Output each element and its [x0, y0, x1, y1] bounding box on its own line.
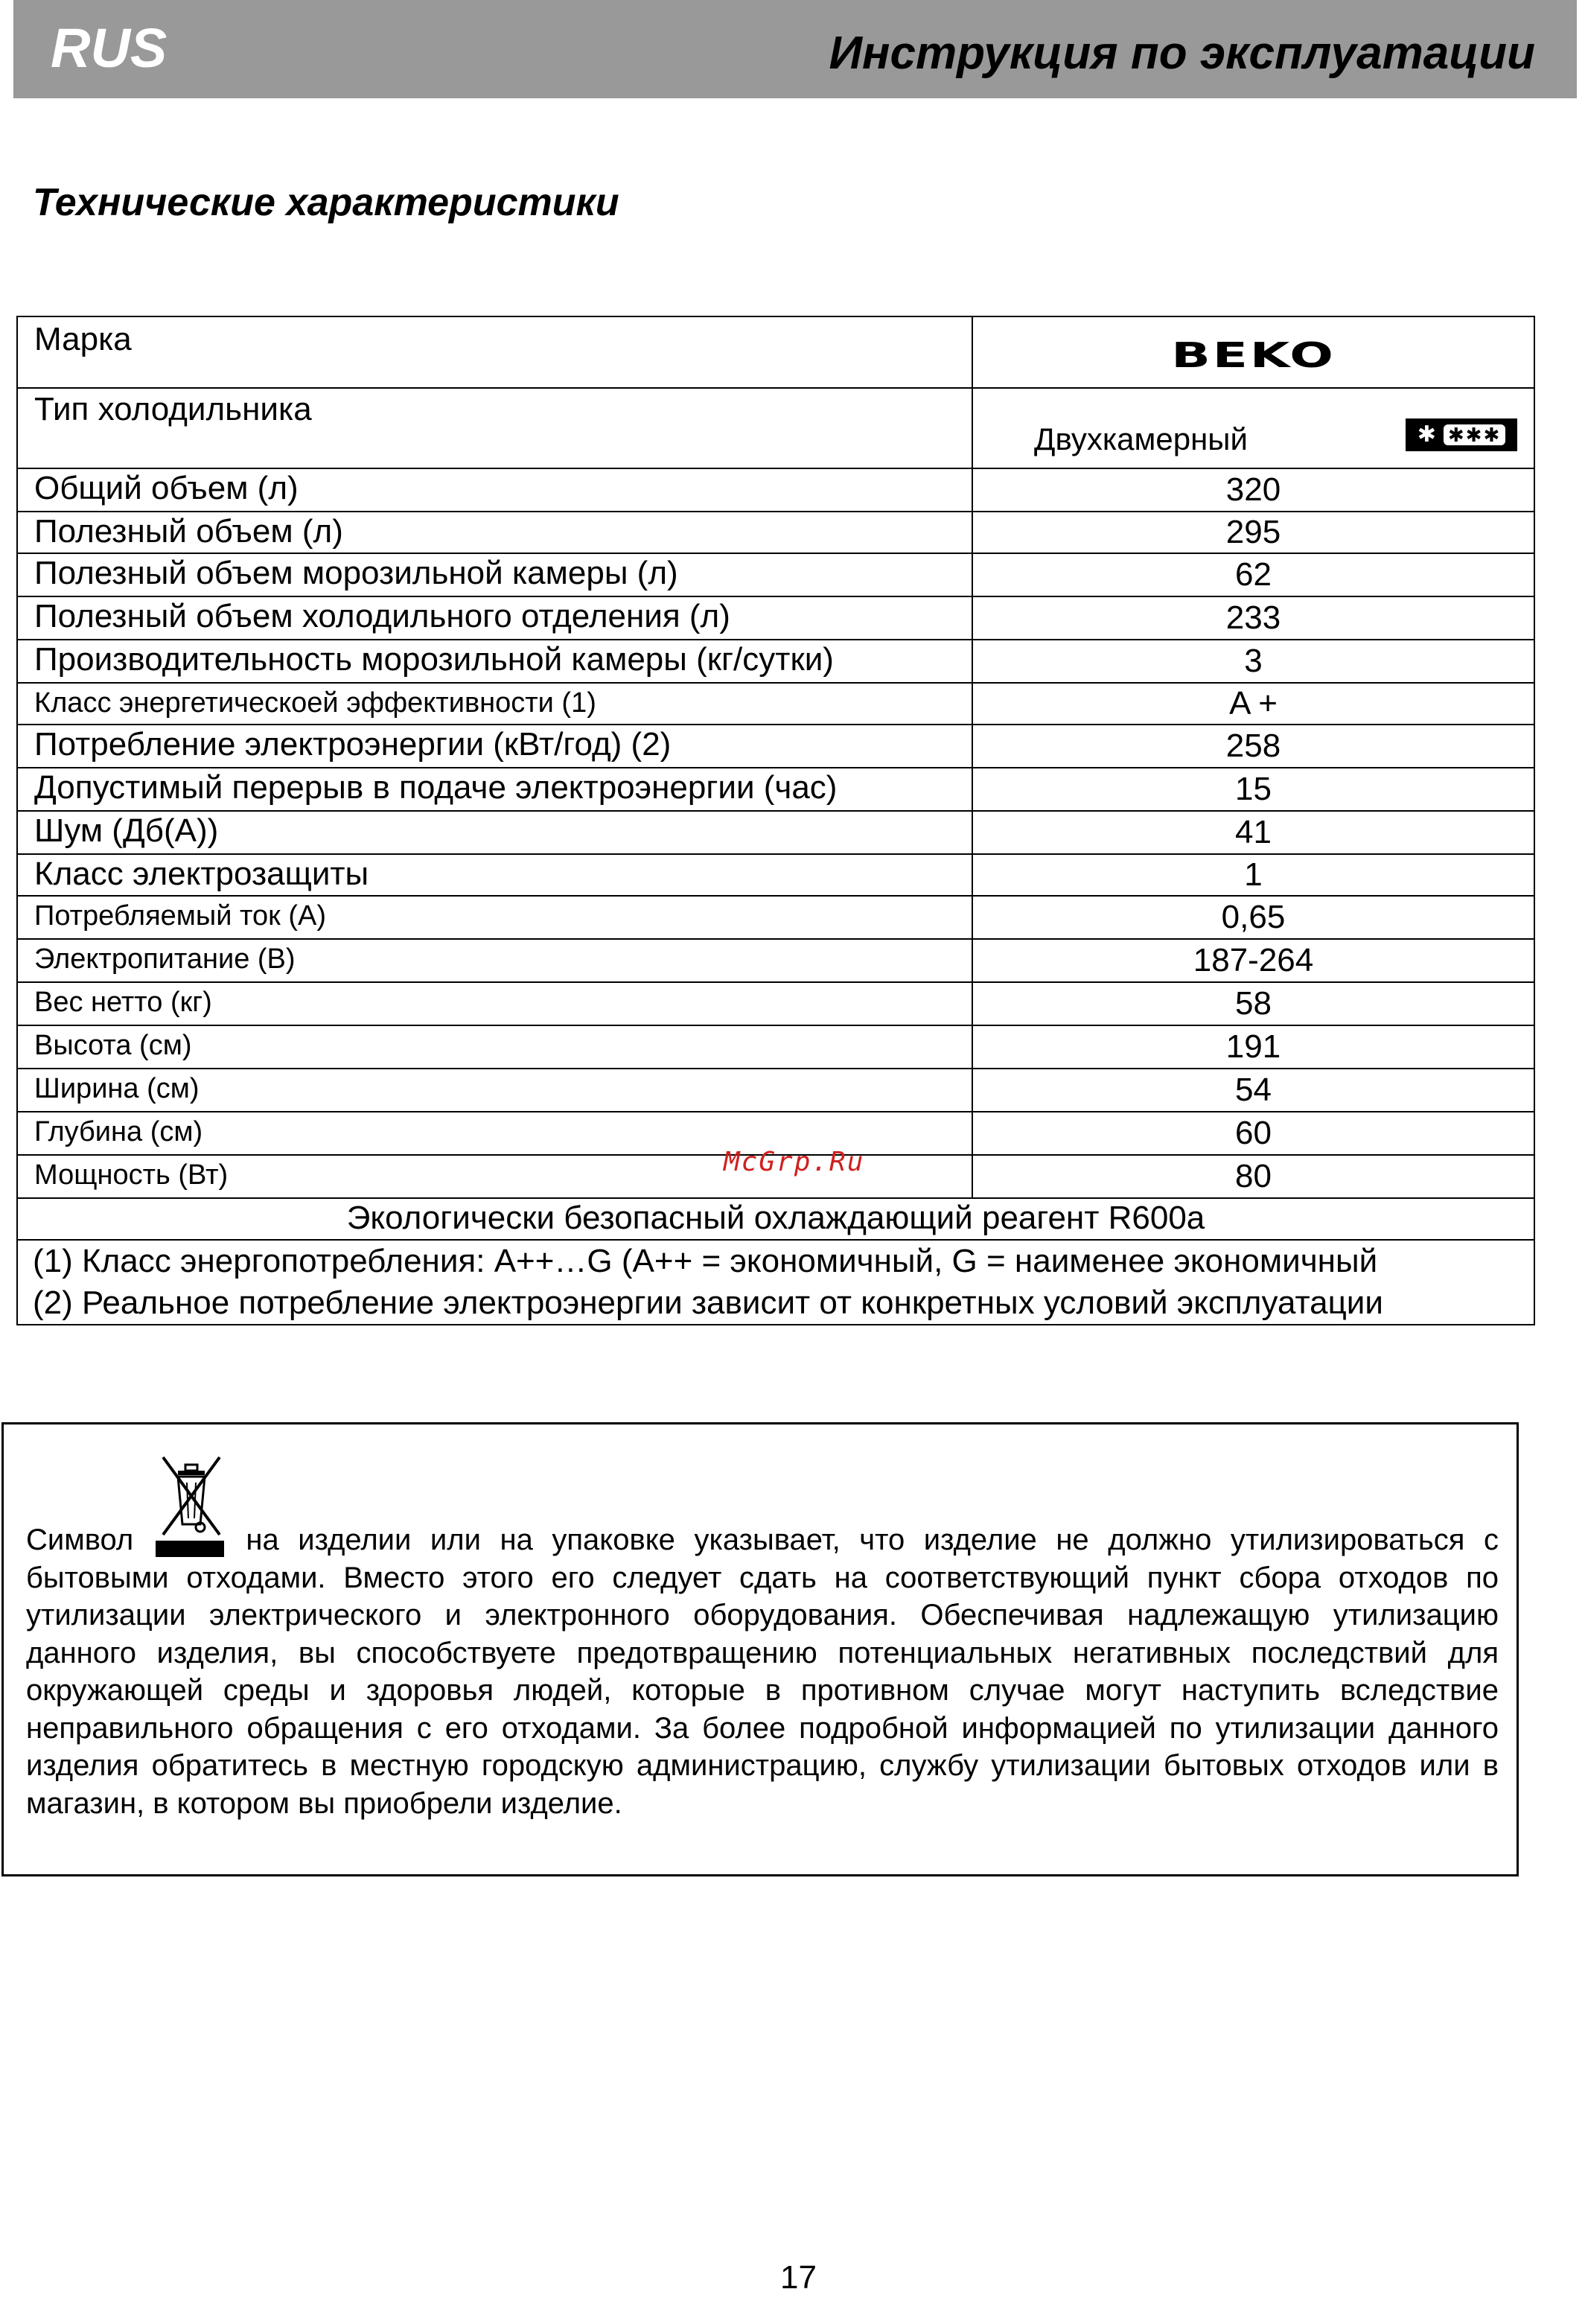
freezer-star-rating-icon [1406, 418, 1517, 451]
spec-value: 0,65 [972, 896, 1534, 939]
three-star-icon: ✱✱✱ [1444, 424, 1505, 445]
spec-value: 320 [972, 468, 1534, 512]
spec-label: Шум (Дб(А)) [17, 811, 972, 854]
table-row-refrigerant [17, 1198, 1534, 1240]
spec-value: 258 [972, 725, 1534, 768]
spec-value: 233 [972, 596, 1534, 640]
spec-value: 187-264 [972, 939, 1534, 982]
table-row-footnotes [17, 1240, 1534, 1325]
table-row [17, 896, 1534, 939]
type-label: Тип холодильника [17, 388, 972, 468]
table-row [17, 982, 1534, 1025]
spec-value: 41 [972, 811, 1534, 854]
spec-label: Глубина (см) [17, 1112, 972, 1155]
brand-value [972, 316, 1534, 388]
refrigerant-note: Экологически безопасный охлаждающий реагент R600a [17, 1198, 1534, 1240]
spec-value: 54 [972, 1069, 1534, 1112]
table-row-type [17, 388, 1534, 468]
table-row [17, 640, 1534, 683]
table-row [17, 512, 1534, 553]
spec-value: 295 [972, 512, 1534, 553]
beko-logo: BEKO [1171, 335, 1336, 375]
disposal-text [26, 1520, 1499, 1822]
disposal-notice [1, 1422, 1519, 1876]
table-row [17, 768, 1534, 811]
page-number: 17 [780, 2259, 817, 2296]
disposal-text-start: Символ [26, 1524, 134, 1556]
spec-label: Электропитание (В) [17, 939, 972, 982]
footnote: (2) Реальное потребление электроэнергии зависит от конкретных условий эксплуатации [33, 1284, 1383, 1321]
table-row [17, 553, 1534, 596]
spec-label: Класс энергетическоей эффективности (1) [17, 683, 972, 725]
table-row [17, 683, 1534, 725]
spec-label: Потребление электроэнергии (кВт/год) (2) [17, 725, 972, 768]
section-title: Технические характеристики [33, 181, 619, 224]
manual-title: Инструкция по эксплуатации [829, 28, 1535, 79]
footnotes-cell [17, 1240, 1534, 1325]
table-row [17, 468, 1534, 512]
header-bar [13, 0, 1577, 98]
spec-label: Ширина (см) [17, 1069, 972, 1112]
table-row [17, 811, 1534, 854]
spec-value: A + [972, 683, 1534, 725]
type-value: Двухкамерный [1034, 421, 1248, 456]
spec-label: Полезный объем (л) [17, 512, 972, 553]
spec-label: Общий объем (л) [17, 468, 972, 512]
spec-label: Допустимый перерыв в подаче электроэнергии (час) [17, 768, 972, 811]
disposal-text-body: на изделии или на упаковке указывает, что изделие не должно утилизироваться с бытовыми отходами. Вместо этого его следует сдать на соответствующий пункт сбора отходов по утилизации электрического и электронного оборудования. Обеспечивая надлежащую утилизацию данного изделия, вы способствуете предотвращению потенциальных негативных последствий для окружающей среды и здоровья людей, которые в противном случае могут наступить вследствие неправильного обращения с его отходами. За более подробной информацией по утилизации данного изделия обратитесь в местную городскую администрацию, службу утилизации бытовых отходов или в магазин, в котором вы приобрели изделие. [26, 1524, 1499, 1820]
table-row [17, 1025, 1534, 1069]
spec-value: 15 [972, 768, 1534, 811]
table-row [17, 1069, 1534, 1112]
spec-value: 1 [972, 854, 1534, 896]
spec-label: Полезный объем холодильного отделения (л) [17, 596, 972, 640]
spec-label: Вес нетто (кг) [17, 982, 972, 1025]
spec-value: 191 [972, 1025, 1534, 1069]
table-row [17, 725, 1534, 768]
spec-value: 60 [972, 1112, 1534, 1155]
watermark-text: McGrp.Ru [724, 1147, 865, 1177]
type-value-cell [972, 388, 1534, 468]
spec-value: 62 [972, 553, 1534, 596]
table-row [17, 596, 1534, 640]
spec-label: Производительность морозильной камеры (кг/сутки) [17, 640, 972, 683]
table-row-brand [17, 316, 1534, 388]
footnote: (1) Класс энергопотребления: A++…G (A++ = экономичный, G = наименее экономичный [33, 1243, 1378, 1279]
table-row [17, 939, 1534, 982]
spec-label: Полезный объем морозильной камеры (л) [17, 553, 972, 596]
spec-label: Класс электрозащиты [17, 854, 972, 896]
single-star-icon: ✱ [1417, 422, 1438, 447]
brand-label: Марка [17, 316, 972, 388]
table-row [17, 854, 1534, 896]
spec-value: 80 [972, 1155, 1534, 1198]
spec-label: Потребляемый ток (А) [17, 896, 972, 939]
spec-value: 58 [972, 982, 1534, 1025]
language-code: RUS [51, 17, 168, 79]
crossed-out-bin-icon [156, 1520, 224, 1550]
spec-label: Мощность (Вт) [17, 1155, 972, 1198]
spec-label: Высота (см) [17, 1025, 972, 1069]
spec-value: 3 [972, 640, 1534, 683]
